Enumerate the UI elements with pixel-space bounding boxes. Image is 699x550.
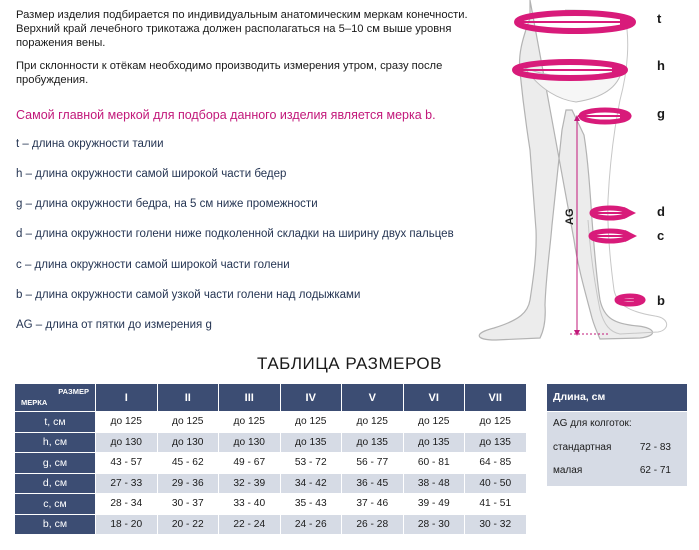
table-cell: 39 - 49 <box>404 494 465 514</box>
table-cell: 40 - 50 <box>465 474 526 494</box>
table-cell: до 130 <box>158 433 219 453</box>
row-label: c, см <box>15 494 95 514</box>
table-cell: 34 - 42 <box>281 474 342 494</box>
label-ag: AG <box>564 208 576 225</box>
table-cell: до 135 <box>342 433 403 453</box>
table-cell: до 125 <box>219 412 280 432</box>
length-subtitle: AG для колготок: <box>553 418 632 429</box>
label-b: b <box>657 293 665 308</box>
table-cell: 56 - 77 <box>342 453 403 473</box>
table-cell: 28 - 34 <box>96 494 157 514</box>
band-t <box>517 13 633 31</box>
row-label: g, см <box>15 453 95 473</box>
table-cell: 36 - 45 <box>342 474 403 494</box>
table-row <box>15 412 526 432</box>
table-cell: до 125 <box>342 412 403 432</box>
corner-size-label: РАЗМЕР <box>58 387 89 396</box>
length-value: 72 - 83 <box>639 442 671 453</box>
table-cell: 60 - 81 <box>404 453 465 473</box>
table-cell: 37 - 46 <box>342 494 403 514</box>
definition-d: d – длина окружности голени ниже подколенной складки на ширину двух пальцев <box>16 228 454 240</box>
table-cell: 20 - 22 <box>158 515 219 535</box>
definition-h: h – длина окружности самой широкой части бедер <box>16 168 287 180</box>
definition-ag: AG – длина от пятки до измерения g <box>16 319 212 331</box>
row-label: t, см <box>15 412 95 432</box>
intro-paragraph-2: При склонности к отёкам необходимо производить измерения утром, сразу после пробуждения. <box>16 60 443 86</box>
body-silhouette <box>479 0 652 340</box>
table-cell: 26 - 28 <box>342 515 403 535</box>
label-d: d <box>657 204 665 219</box>
label-h: h <box>657 58 665 73</box>
length-header: Длина, см <box>547 384 687 411</box>
table-cell: 30 - 37 <box>158 494 219 514</box>
table-row <box>15 494 526 514</box>
table-cell: 35 - 43 <box>281 494 342 514</box>
definition-b: b – длина окружности самой узкой части голени над лодыжками <box>16 289 361 301</box>
table-cell: до 135 <box>465 433 526 453</box>
size-table-title: ТАБЛИЦА РАЗМЕРОВ <box>257 354 442 373</box>
table-cell: 53 - 72 <box>281 453 342 473</box>
length-body <box>547 412 687 486</box>
table-cell: до 125 <box>158 412 219 432</box>
table-row <box>15 433 526 453</box>
size-header: V <box>342 384 403 411</box>
table-cell: до 125 <box>281 412 342 432</box>
length-label: малая <box>553 465 583 476</box>
band-g <box>578 110 630 122</box>
table-cell: 45 - 62 <box>158 453 219 473</box>
definition-c: c – длина окружности самой широкой части голени <box>16 259 290 271</box>
table-cell: 22 - 24 <box>219 515 280 535</box>
band-b <box>616 296 644 304</box>
size-header: VII <box>465 384 526 411</box>
table-cell: 49 - 67 <box>219 453 280 473</box>
band-c <box>591 231 635 241</box>
row-label: b, см <box>15 515 95 535</box>
band-d <box>592 208 634 218</box>
label-c: c <box>657 228 665 243</box>
corner-cell <box>15 384 95 411</box>
row-label: d, см <box>15 474 95 494</box>
size-table <box>14 383 527 535</box>
leg-measurement-diagram <box>470 0 699 345</box>
table-cell: 27 - 33 <box>96 474 157 494</box>
size-header: II <box>158 384 219 411</box>
definition-g: g – длина окружности бедра, на 5 см ниже промежности <box>16 198 318 210</box>
table-cell: до 135 <box>404 433 465 453</box>
table-cell: до 125 <box>465 412 526 432</box>
table-cell: до 130 <box>219 433 280 453</box>
intro-text <box>16 8 486 96</box>
main-measure-note: Самой главной меркой для подбора данного изделия является мерка b. <box>16 108 436 122</box>
length-box <box>547 384 687 486</box>
length-label: стандартная <box>553 442 612 453</box>
table-cell: 64 - 85 <box>465 453 526 473</box>
size-header: VI <box>404 384 465 411</box>
table-cell: 33 - 40 <box>219 494 280 514</box>
band-h <box>514 62 625 78</box>
table-row <box>15 474 526 494</box>
label-t: t <box>657 11 662 26</box>
table-cell: 32 - 39 <box>219 474 280 494</box>
size-header: IV <box>281 384 342 411</box>
label-g: g <box>657 106 665 121</box>
table-cell: 28 - 30 <box>404 515 465 535</box>
table-cell: 29 - 36 <box>158 474 219 494</box>
table-cell: до 130 <box>96 433 157 453</box>
intro-paragraph-1: Размер изделия подбирается по индивидуальным анатомическим меркам конечности. Верхний край лечебного трикотажа должен располагаться на 5–10 см выше уровня поражения вены. <box>16 9 468 49</box>
table-cell: до 135 <box>281 433 342 453</box>
corner-measure-label: МЕРКА <box>21 398 48 407</box>
table-row <box>15 453 526 473</box>
size-table-header <box>15 384 526 411</box>
definition-t: t – длина окружности талии <box>16 138 164 150</box>
length-value: 62 - 71 <box>639 465 671 476</box>
table-cell: 43 - 57 <box>96 453 157 473</box>
table-row <box>15 515 526 535</box>
table-cell: 41 - 51 <box>465 494 526 514</box>
row-label: h, см <box>15 433 95 453</box>
table-cell: 30 - 32 <box>465 515 526 535</box>
table-cell: до 125 <box>404 412 465 432</box>
size-header: III <box>219 384 280 411</box>
table-cell: 24 - 26 <box>281 515 342 535</box>
table-cell: до 125 <box>96 412 157 432</box>
size-header: I <box>96 384 157 411</box>
table-cell: 18 - 20 <box>96 515 157 535</box>
length-row-small <box>553 465 681 476</box>
table-cell: 38 - 48 <box>404 474 465 494</box>
length-row-standard <box>553 442 681 453</box>
